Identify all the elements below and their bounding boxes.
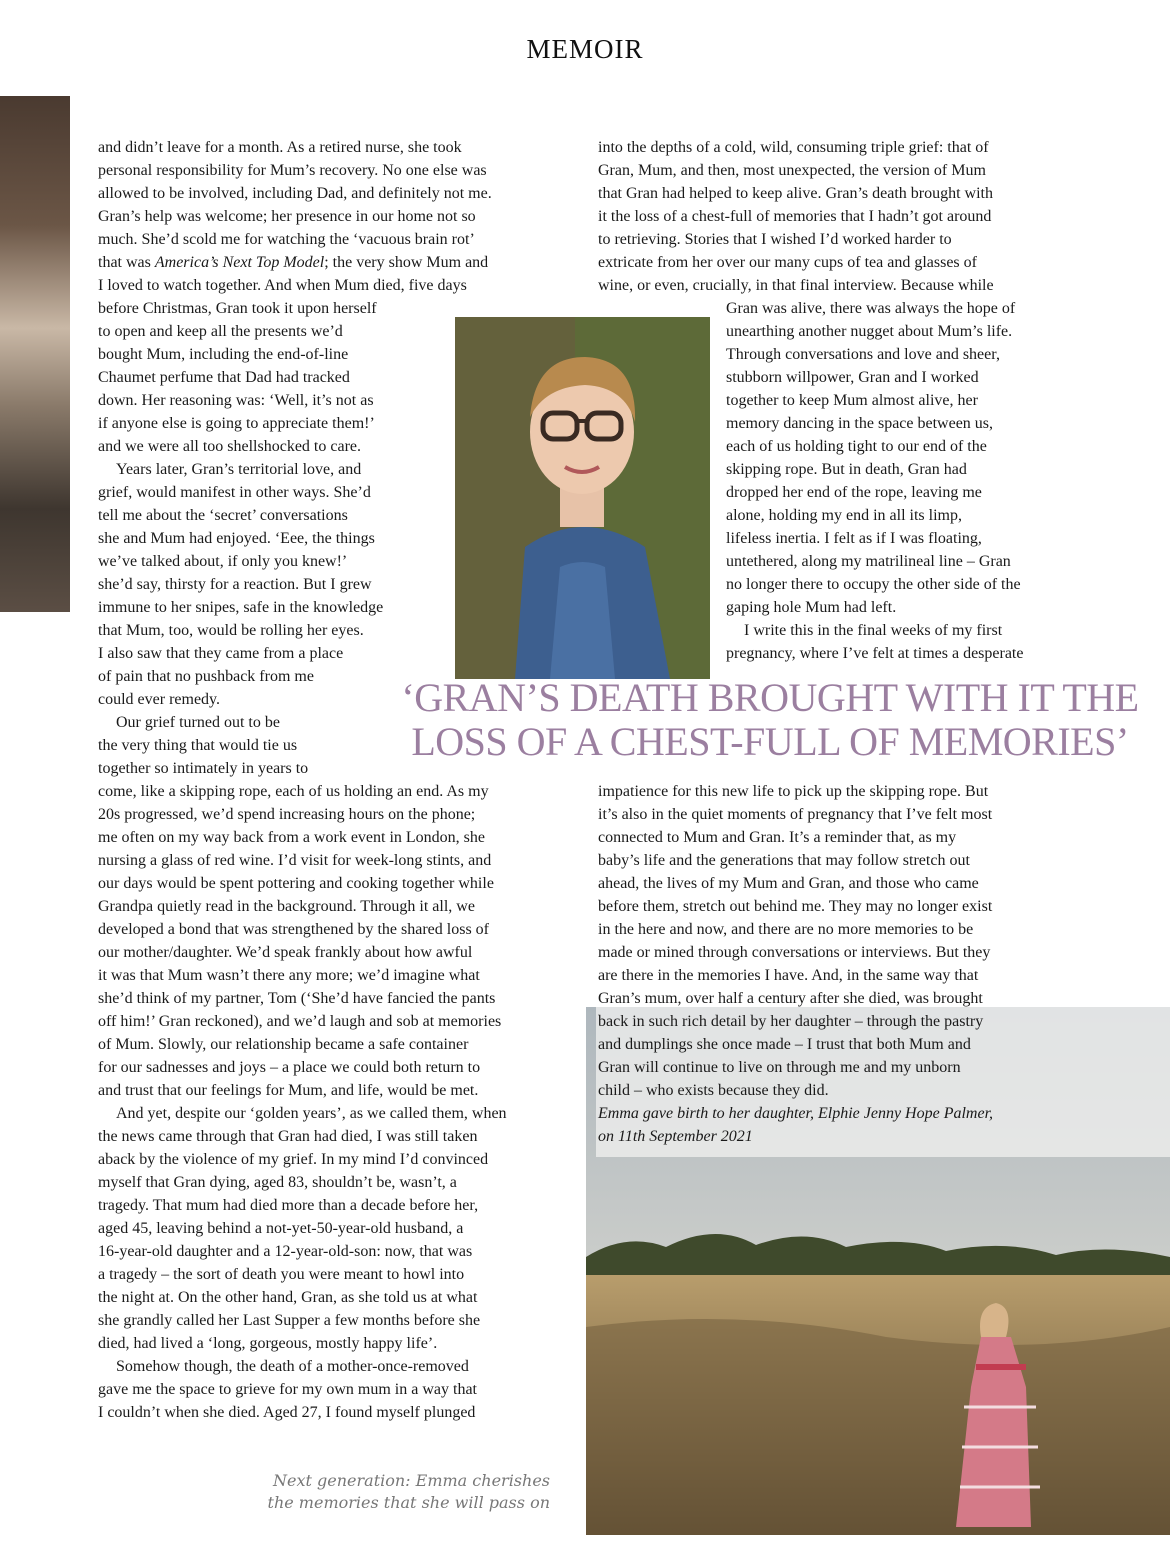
text-line: that Mum, too, would be rolling her eyes. bbox=[98, 622, 364, 639]
text-line: much. She’d scold me for watching the ‘vacuous brain rot’ bbox=[98, 231, 475, 248]
text-line: the very thing that would tie us bbox=[98, 737, 298, 754]
text-line: nursing a glass of red wine. I’d visit for week-long stints, and bbox=[98, 852, 492, 869]
text-line: and trust that our feelings for Mum, and life, would be met. bbox=[98, 1082, 479, 1099]
text-line: developed a bond that was strengthened by the shared loss of bbox=[98, 921, 490, 938]
text-line: died, had lived a ‘long, gorgeous, mostly happy life’. bbox=[98, 1335, 438, 1352]
text-line: to open and keep all the presents we’d bbox=[98, 323, 343, 340]
text-line: of pain that no pushback from me bbox=[98, 668, 314, 685]
text-line: Gran’s help was welcome; her presence in our home not so bbox=[98, 208, 476, 225]
text-line: each of us holding tight to our end of the bbox=[726, 438, 987, 455]
text-line: Gran, Mum, and then, most unexpected, the version of Mum bbox=[598, 162, 986, 179]
right-column-top bbox=[598, 136, 1078, 297]
left-edge-photo bbox=[0, 96, 70, 612]
text-line: wine, or even, crucially, in that final interview. Because while bbox=[598, 277, 994, 294]
text-line: Gran will continue to live on through me and my unborn bbox=[598, 1059, 961, 1076]
text-line: untethered, along my matrilineal line – Gran bbox=[726, 553, 1011, 570]
text-line: gaping hole Mum had left. bbox=[726, 599, 897, 616]
pull-quote bbox=[370, 676, 1170, 764]
text-line: allowed to be involved, including Dad, and definitely not me. bbox=[98, 185, 492, 202]
text-line: bought Mum, including the end-of-line bbox=[98, 346, 349, 363]
text-line: a tragedy – the sort of death you were meant to howl into bbox=[98, 1266, 465, 1283]
text-line: 20s progressed, we’d spend increasing hours on the phone; bbox=[98, 806, 476, 823]
text-line: we’ve talked about, if only you knew!’ bbox=[98, 553, 348, 570]
text-line: the news came through that Gran had died, I was still taken bbox=[98, 1128, 478, 1145]
pull-quote-line: LOSS OF A CHEST-FULL OF MEMORIES’ bbox=[411, 719, 1129, 764]
text-line: Grandpa quietly read in the background. Through it all, we bbox=[98, 898, 475, 915]
text-line: it was that Mum wasn’t there any more; we’d imagine what bbox=[98, 967, 480, 984]
end-note-line: Emma gave birth to her daughter, Elphie Jenny Hope Palmer, bbox=[598, 1105, 994, 1122]
text-line: me often on my way back from a work event in London, she bbox=[98, 829, 486, 846]
left-column-top bbox=[98, 136, 568, 297]
text-line: it the loss of a chest-full of memories that I hadn’t got around bbox=[598, 208, 992, 225]
text-line: immune to her snipes, safe in the knowledge bbox=[98, 599, 384, 616]
text-line: and didn’t leave for a month. As a retired nurse, she took bbox=[98, 139, 462, 156]
text-line: I couldn’t when she died. Aged 27, I found myself plunged bbox=[98, 1404, 476, 1421]
pull-quote-line: ‘GRAN’S DEATH BROUGHT WITH IT THE bbox=[401, 675, 1139, 720]
text-line: are there in the memories I have. And, in the same way that bbox=[598, 967, 979, 984]
text-line: come, like a skipping rope, each of us holding an end. As my bbox=[98, 783, 489, 800]
text-line: before them, stretch out behind me. They may no longer exist bbox=[598, 898, 993, 915]
text-line: could ever remedy. bbox=[98, 691, 221, 708]
text-line: I loved to watch together. And when Mum died, five days bbox=[98, 277, 467, 294]
text-line: baby’s life and the generations that may follow stretch out bbox=[598, 852, 970, 869]
left-column-bottom bbox=[98, 780, 573, 1424]
text-line: tell me about the ‘secret’ conversations bbox=[98, 507, 348, 524]
text-line: aged 45, leaving behind a not-yet-50-year-old husband, a bbox=[98, 1220, 464, 1237]
text-line: pregnancy, where I’ve felt at times a desperate bbox=[726, 645, 1024, 662]
text-line: Gran’s mum, over half a century after she died, was brought bbox=[598, 990, 983, 1007]
photo-caption-line: Next generation: Emma cherishes bbox=[273, 1471, 550, 1490]
text-line: it’s also in the quiet moments of pregnancy that I’ve felt most bbox=[598, 806, 993, 823]
text-line: for our sadnesses and joys – a place we could both return to bbox=[98, 1059, 481, 1076]
text-line: off him!’ Gran reckoned), and we’d laugh and sob at memories bbox=[98, 1013, 502, 1030]
text-line: into the depths of a cold, wild, consuming triple grief: that of bbox=[598, 139, 989, 156]
text-line: myself that Gran dying, aged 83, shouldn’t be, wasn’t, a bbox=[98, 1174, 457, 1191]
text-line: gave me the space to grieve for my own mum in a way that bbox=[98, 1381, 477, 1398]
text-line: Our grief turned out to be bbox=[116, 714, 280, 731]
selfie-photo bbox=[455, 317, 710, 679]
text-line: that Gran had helped to keep alive. Gran’s death brought with bbox=[598, 185, 993, 202]
text-line: together so intimately in years to bbox=[98, 760, 309, 777]
text-line: tragedy. That mum had died more than a decade before her, bbox=[98, 1197, 479, 1214]
photo-caption bbox=[250, 1470, 550, 1514]
text-line: if anyone else is going to appreciate them!’ bbox=[98, 415, 375, 432]
section-title: MEMOIR bbox=[526, 34, 644, 64]
text-line: in the here and now, and there are no more memories to be bbox=[598, 921, 974, 938]
text-line: personal responsibility for Mum’s recovery. No one else was bbox=[98, 162, 487, 179]
text-line: skipping rope. But in death, Gran had bbox=[726, 461, 967, 478]
photo-caption-line: the memories that she will pass on bbox=[267, 1493, 550, 1512]
text-line: together to keep Mum almost alive, her bbox=[726, 392, 978, 409]
text-line: lifeless inertia. I felt as if I was floating, bbox=[726, 530, 982, 547]
text-line: she’d say, thirsty for a reaction. But I grew bbox=[98, 576, 372, 593]
text-line: to retrieving. Stories that I wished I’d worked harder to bbox=[598, 231, 952, 248]
text-line: stubborn willpower, Gran and I worked bbox=[726, 369, 979, 386]
text-line: unearthing another nugget about Mum’s life. bbox=[726, 323, 1013, 340]
text-line: memory dancing in the space between us, bbox=[726, 415, 994, 432]
text-line: and we were all too shellshocked to care. bbox=[98, 438, 362, 455]
text-line: back in such rich detail by her daughter – through the pastry bbox=[598, 1013, 984, 1030]
text-line: our mother/daughter. We’d speak frankly about how awful bbox=[98, 944, 473, 961]
text-line: no longer there to occupy the other side of the bbox=[726, 576, 1021, 593]
text-line: she’d think of my partner, Tom (‘She’d have fancied the pants bbox=[98, 990, 496, 1007]
text-line: Somehow though, the death of a mother-once-removed bbox=[116, 1358, 469, 1375]
text-line: of Mum. Slowly, our relationship became a safe container bbox=[98, 1036, 469, 1053]
text-line: she grandly called her Last Supper a few months before she bbox=[98, 1312, 481, 1329]
text-fragment: that was bbox=[98, 254, 155, 271]
text-line: aback by the violence of my grief. In my mind I’d convinced bbox=[98, 1151, 489, 1168]
text-line: dropped her end of the rope, leaving me bbox=[726, 484, 982, 501]
text-line: down. Her reasoning was: ‘Well, it’s not as bbox=[98, 392, 374, 409]
text-line: ahead, the lives of my Mum and Gran, and those who came bbox=[598, 875, 979, 892]
right-column-narrow bbox=[726, 297, 1086, 665]
text-line: I write this in the final weeks of my first bbox=[744, 622, 1003, 639]
text-line: she and Mum had enjoyed. ‘Eee, the things bbox=[98, 530, 375, 547]
text-line: Through conversations and love and sheer, bbox=[726, 346, 1000, 363]
text-line: the night at. On the other hand, Gran, as she told us at what bbox=[98, 1289, 478, 1306]
text-line: 16-year-old daughter and a 12-year-old-son: now, that was bbox=[98, 1243, 473, 1260]
text-line: And yet, despite our ‘golden years’, as we called them, when bbox=[116, 1105, 507, 1122]
right-column-bottom bbox=[598, 780, 1078, 1148]
text-fragment: ; the very show Mum and bbox=[324, 254, 489, 271]
end-note-line: on 11th September 2021 bbox=[598, 1128, 753, 1145]
text-line: alone, holding my end in all its limp, bbox=[726, 507, 962, 524]
selfie-illustration bbox=[455, 317, 710, 679]
text-line: made or mined through conversations or interviews. But they bbox=[598, 944, 991, 961]
text-line: I also saw that they came from a place bbox=[98, 645, 344, 662]
text-line: Chaumet perfume that Dad had tracked bbox=[98, 369, 350, 386]
text-line: child – who exists because they did. bbox=[598, 1082, 829, 1099]
text-line: our days would be spent pottering and cooking together while bbox=[98, 875, 494, 892]
text-line: Years later, Gran’s territorial love, and bbox=[116, 461, 362, 478]
text-line: extricate from her over our many cups of tea and glasses of bbox=[598, 254, 977, 271]
text-line: grief, would manifest in other ways. She’d bbox=[98, 484, 371, 501]
text-line: and dumplings she once made – I trust that both Mum and bbox=[598, 1036, 971, 1053]
text-line: connected to Mum and Gran. It’s a reminder that, as my bbox=[598, 829, 957, 846]
show-title: America’s Next Top Model bbox=[154, 254, 325, 271]
text-line bbox=[98, 251, 568, 274]
text-line: impatience for this new life to pick up the skipping rope. But bbox=[598, 783, 989, 800]
text-line: Gran was alive, there was always the hope of bbox=[726, 300, 1016, 317]
text-line: before Christmas, Gran took it upon herself bbox=[98, 300, 377, 317]
